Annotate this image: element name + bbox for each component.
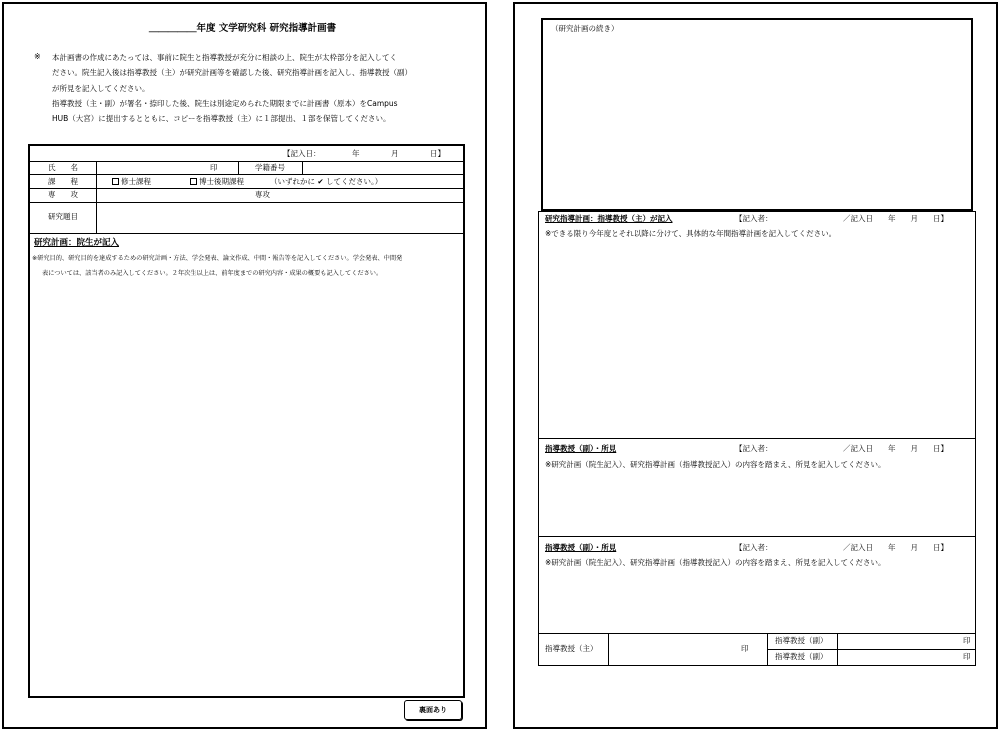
sub-advisor-2-seal: 印 bbox=[963, 652, 971, 661]
course-label: 課 程 bbox=[48, 177, 78, 186]
sub-advisor-1-signature-label: 指導教授（副） bbox=[775, 636, 828, 645]
entry-date-day: 日】 bbox=[430, 149, 445, 158]
guidance-plan-area[interactable] bbox=[545, 244, 971, 434]
opinion1-date: ／記入日 年 月 日】 bbox=[843, 444, 948, 453]
entry-date-label: 【記入日： bbox=[283, 149, 321, 158]
research-plan-continuation-box[interactable] bbox=[541, 18, 973, 211]
opinion2-note: ※研究計画（院生記入）、研究指導計画（指導教授記入）の内容を踏まえ、所見を記入してください。 bbox=[545, 558, 886, 567]
major-suffix: 専攻 bbox=[255, 190, 270, 199]
research-theme-label: 研究題目 bbox=[48, 212, 78, 221]
course-doctor-option[interactable] bbox=[190, 177, 244, 187]
continuation-label: （研究計画の続き） bbox=[551, 24, 619, 33]
guidance-date: ／記入日 年 月 日】 bbox=[843, 214, 948, 223]
sub-advisor-opinion-heading: 指導教授（副）・所見 bbox=[545, 444, 617, 453]
sub-advisor-2-signature-label: 指導教授（副） bbox=[775, 652, 828, 661]
checkbox-icon[interactable] bbox=[190, 178, 197, 185]
instruction-line: ださい。院生記入後は指導教授（主）が研究計画等を確認した後、研究指導計画を記入し、指導教授（副） bbox=[52, 68, 412, 78]
research-plan-instruction: ※研究目的、研究目的を達成するための研究計画・方法、学会発表、論文作成、中間・報告等を記入してください。学会発表、中間発 bbox=[32, 255, 403, 262]
research-plan-instruction: 表については、該当者のみ記入してください。２年次生以上は、前年度までの研究内容・成果の概要も記入してください。 bbox=[42, 270, 383, 277]
advisor-section bbox=[538, 211, 976, 666]
instruction-line: が所見を記入してください。 bbox=[52, 83, 150, 93]
course-doctor-label: 博士後期課程 bbox=[199, 177, 244, 186]
opinion1-note: ※研究計画（院生記入）、研究指導計画（指導教授記入）の内容を踏まえ、所見を記入してください。 bbox=[545, 460, 886, 469]
instruction-line: HUB（大宮）に提出するとともに、コピーを指導教授（主）に１部提出、１部を保管してください。 bbox=[52, 114, 391, 124]
instruction-line: 指導教授（主・副）が署名・捺印した後、院生は別途定められた期限までに計画書（原本）をCampus bbox=[52, 98, 398, 108]
page-back bbox=[513, 2, 998, 729]
main-advisor-signature-label: 指導教授（主） bbox=[545, 644, 598, 653]
course-master-option[interactable] bbox=[112, 177, 151, 187]
opinion1-recorder: 【記入者： bbox=[735, 444, 773, 453]
major-label: 専 攻 bbox=[48, 190, 78, 199]
guidance-recorder: 【記入者： bbox=[735, 214, 773, 223]
guidance-plan-heading: 研究指導計画：指導教授（主）が記入 bbox=[545, 214, 673, 223]
sub-advisor-opinion-heading: 指導教授（副）・所見 bbox=[545, 543, 617, 552]
student-number-label: 学籍番号 bbox=[255, 163, 285, 172]
name-label: 氏 名 bbox=[48, 163, 78, 172]
research-plan-area[interactable] bbox=[34, 288, 460, 692]
checkbox-icon[interactable] bbox=[112, 178, 119, 185]
course-instruction: （いずれかに ✔ してください。） bbox=[270, 177, 383, 186]
form-title: ＿＿＿＿＿年度 文学研究科 研究指導計画書 bbox=[149, 23, 337, 34]
entry-date-year: 年 bbox=[352, 149, 360, 158]
entry-date-month: 月 bbox=[391, 149, 399, 158]
reverse-side-label: 裏面あり bbox=[404, 700, 462, 720]
opinion2-area[interactable] bbox=[545, 572, 971, 630]
guidance-note: ※できる限り今年度とそれ以降に分けて、具体的な年間指導計画を記入してください。 bbox=[545, 229, 837, 238]
note-mark: ※ bbox=[34, 52, 41, 61]
course-master-label: 修士課程 bbox=[121, 177, 151, 186]
opinion1-area[interactable] bbox=[545, 474, 971, 534]
name-seal: 印 bbox=[210, 163, 218, 172]
main-advisor-seal: 印 bbox=[741, 644, 749, 653]
instruction-line: 本計画書の作成にあたっては、事前に院生と指導教授が充分に相談の上、院生が太枠部分を記入してく bbox=[52, 53, 397, 62]
opinion2-date: ／記入日 年 月 日】 bbox=[843, 543, 948, 552]
opinion2-recorder: 【記入者： bbox=[735, 543, 773, 552]
student-entry-box bbox=[28, 144, 465, 698]
page-front bbox=[2, 2, 487, 729]
research-plan-heading: 研究計画：院生が記入 bbox=[34, 238, 120, 248]
sub-advisor-1-seal: 印 bbox=[963, 636, 971, 645]
instructions bbox=[52, 50, 472, 126]
